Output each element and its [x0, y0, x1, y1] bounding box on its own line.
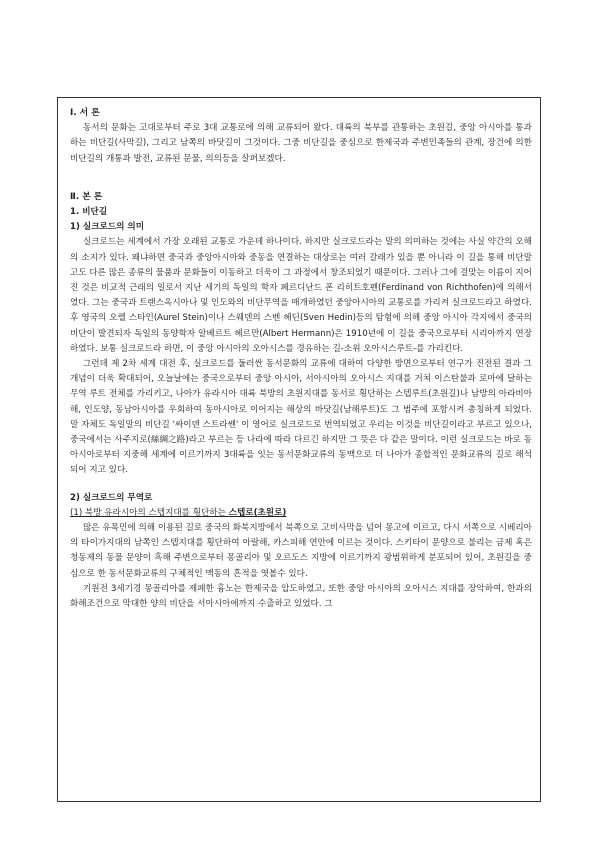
subsection2-heading: 2) 실크로드의 무역로	[70, 492, 153, 503]
section1-heading: 1. 비단길	[70, 207, 108, 218]
document-content	[70, 106, 532, 612]
subsection-spacer	[70, 479, 532, 491]
intro-heading: Ⅰ. 서 론	[70, 108, 100, 118]
subsection1-paragraph2: 그런데 제 2차 세계 대전 후, 실크로드를 둘러싼 동서문화의 교류에 대하여 다양한 방면으로부터 연구가 진전된 결과 그 개념이 더욱 확대되어, 오늘날에는 중국으로부터 중앙 아시아, 서아시아의 오아시스 지대를 거쳐 이스탄불과 로마에 달하는 무역 루트 전체를 가리키고, 나아가 유라시아 대륙 북방의 초원지대를 동서로 횡단하는 스텝루트(초원길)나 남방의 아라비아해, 인도양, 동남아시아를 우회하여 동아시아로 이어지는 해상의 바닷길(남해루트)도 그 범주에 포함시켜 총칭하게 되었다. 말 자체도 독일말의 비단길 '싸이덴 스트라쎈' 이 영어로 실크로드로 번역되었고 우리는 이것을 비단길이라고 부르고 있으나, 중국에서는 사주지로(絲綢之路)라고 부르는 등 나라에 따라 다르긴 하지만 그 뜻은 다 같은 말이다. 이런 실크로드는 바로 동아시아로부터 지중해 세계에 이르기까지 3대륙을 잇는 동서문화교류의 동맥으로 더 나아가 종합적인 문화교류의 길로 해석되어 지고 있다.	[70, 359, 532, 476]
subsection2-paragraph2: 기원전 3세기경 몽골리아를 제패한 흉노는 한제국을 압도하였고, 또한 중앙 아시아의 오아시스 지대를 장악하여, 한과의 화해조건으로 막대한 양의 비단을 서아시아에까지 수출하고 있었다. 그	[70, 583, 532, 610]
section-spacer	[70, 167, 532, 190]
item1-heading-prefix: (1) 북방 유라시아의 스텝지대를 횡단하는	[70, 507, 229, 518]
item1-heading	[70, 506, 532, 521]
intro-paragraph: 동서의 문화는 고대로부터 주로 3대 교통로에 의해 교류되어 왔다. 대륙의 북부를 관통하는 초원길, 중앙 아시아를 통과하는 비단길(사막길), 그리고 남쪽의 바닷길이 그것이다. 그중 비단길을 중심으로 한제국과 주변민족들의 관계, 장건에 의한 비단길의 개통과 발전, 교류된 문물, 의의등을 살펴보겠다.	[70, 123, 532, 164]
item1-heading-emphasis: 스텝로(초원로)	[228, 507, 287, 518]
body-heading: Ⅱ. 본 론	[70, 191, 103, 202]
subsection1-paragraph1: 실크로드는 세계에서 가장 오래된 교통로 가운데 하나이다. 하지만 실크로드라는 말의 의미하는 것에는 사실 약간의 오해의 소지가 있다. 왜냐하면 중국과 중앙아시아와 중동을 연결하는 대상로는 여러 갈래가 있을 뿐 아니라 이 길을 통해 비단말고도 다른 많은 종류의 물품과 문화들이 이동하고 더욱이 그 과정에서 창조되었기 때문이다. 그러나 그에 걸맞는 이름이 지어진 것은 비교적 근래의 일로서 지난 세기의 독일의 학자 페르디난드 폰 리히트호펜(Ferdinand von Richthofen)에 의해서였다. 그는 중국과 트랜스옥시아나 및 인도와의 비단무역을 매개하였던 중앙아시아의 교통로를 가리켜 실크로드라고 하였다. 후 영국의 오렐 스타인(Aurel Stein)이나 스웨덴의 스벤 헤딘(Sven Hedin)등의 탐험에 의해 중앙 아시아 각지에서 중국의 비단이 발견되자 독일의 동양학자 알베르트 헤르만(Albert Hermann)은 1910년에 이 길을 중국으로부터 시리아까지 연장하였다. 보통 실크로드라 하면, 이 중앙 아시아의 오아시스를 경유하는 길-소위 오아시스루트-를 가리킨다.	[70, 237, 532, 354]
subsection1-heading: 1) 실크로드의 의미	[70, 222, 145, 233]
subsection2-paragraph1: 많은 유목민에 의해 이용된 길로 중국의 화북지방에서 북쪽으로 고비사막을 넘어 몽고에 이르고, 다시 서쪽으로 시베리아의 타이가지대의 남쪽인 스텝지대를 횡단하여 아랄해, 카스피해 연안에 이르는 것이다. 스키타이 문양으로 불리는 금제 혹은 청동제의 동물 문양이 흑해 주변으로부터 몽골리아 및 오르도스 지방에 이르기까지 광범위하게 분포되어 있어, 초원길을 중심으로 한 동서문화교류의 구체적인 맥동의 흔적을 엿볼수 있다.	[70, 523, 532, 579]
